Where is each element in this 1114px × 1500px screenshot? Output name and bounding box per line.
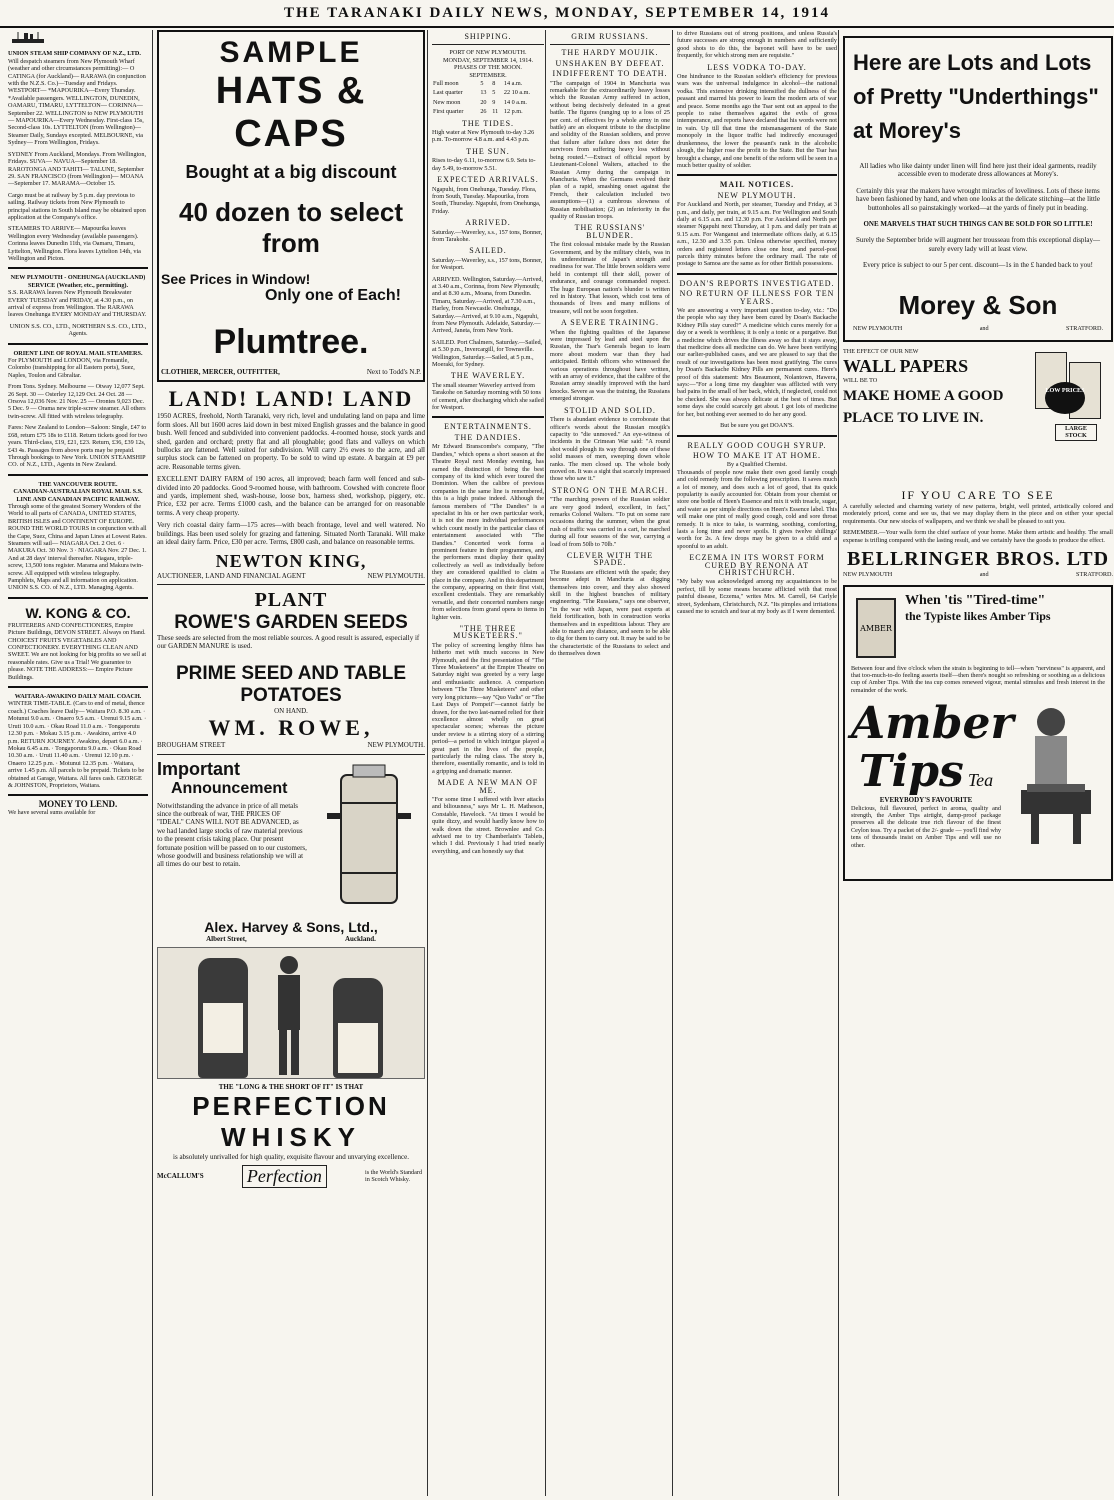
moon-cell-m: 22 10 a.m. [503, 89, 531, 97]
money-body: We have several sums available for [8, 808, 96, 816]
morey-body-3: Surely the September bride will augment her trousseau from this exceptional display—surely every lady will at least view. [856, 236, 1100, 253]
sample-heading: SAMPLE [219, 36, 363, 69]
whisky-line-1: THE "LONG & THE SHORT OF IT" IS THAT [218, 1082, 364, 1091]
vodka-heading: LESS VODKA TO-DAY. [707, 62, 807, 72]
tea-script: Tea [967, 770, 994, 791]
eczema-body: "My baby was acknowledged among my acquaintances to be perfect, till by some means became afflicted with that most painful disease, Eczema," writes Mrs. M. Carrell, 64 Carlyle street, Sydenham, Christchurch, N.Z. "Its pimples and irritations caused me to scratch and tear at my body as if I were demented. [677, 578, 837, 616]
grim-heading: GRIM RUSSIANS. [571, 32, 649, 41]
spade-body: The Russians are efficient with the spade; they become adept in Manchuria at digging themselves into cover, and they also showed skill in the highest branches of military engineering. "The Russians," says one observer, "in the war with Japan, were past experts at field fortification, both in construction works themselves and in expeditious labour. They are able to march any distance, and seem to be able to dig for them to carry out. It may be said to be the characteristic of the Russians to select and do themselves down [550, 568, 670, 658]
onehunga-body: S.S. RARAWA leaves New Plymouth Breakwater EVERY TUESDAY and FRIDAY, at 4.30 p.m., on arrival of express from Wellington. The RARAWA leaves Onehunga EVERY MONDAY and THURSDAY. [8, 289, 147, 319]
wallpaper-ad [843, 348, 1113, 488]
potatoes-heading: POTATOES [240, 684, 342, 706]
plumtree-footer [161, 368, 421, 376]
amber-script: Amber [851, 698, 1014, 750]
bellringer-np: NEW PLYMOUTH [843, 571, 893, 579]
column-1 [8, 30, 148, 1496]
bought-line: Bought at a big discount [185, 162, 397, 182]
land-heading: LAND! LAND! LAND [168, 386, 414, 412]
morey-footer [853, 325, 1103, 332]
harvey-footer [157, 935, 425, 943]
bellringer-stratford: STRATFORD. [1076, 571, 1113, 579]
entertainments-heading: ENTERTAINMENTS. [444, 422, 532, 432]
wallpaper-rolls [1035, 352, 1105, 452]
tired-line-2: the Typiste likes Amber Tips [905, 608, 1051, 623]
column-6 [838, 30, 1113, 1496]
land-body-2: EXCELLENT DAIRY FARM of 190 acres, all improved; beach farm well fenced and sub-divided into 20 paddocks. Good 9-roomed house, with bathroom. Cowshed with concrete floor and yards, implement shed, wash-house, loose box, harness shed, workshop, piggery, etc. Price, £32 per acre. Terms £1000 cash, and the balance can be arranged for on reasonable terms. A very cheap property. [157, 475, 425, 517]
newton-king: NEWTON KING, [215, 550, 367, 571]
union-agents: UNION S.S. CO., LTD., NORTHERN S.S. CO., LTD., Agents. [9, 322, 147, 338]
moon-cell-d: 26 [480, 108, 487, 116]
vodka-body: One hindrance to the Russian soldier's efficiency for previous wars was the universal indulgence in alcohol—the national vodka. This extensive drinking intensified the dullness of the peasant and marred his power to learn the modern arts of war and peace. Some months ago the Tsar sent out an appeal to the people to raise themselves against the evils of gross intemperance, and reports have declared that his words were not in vain. Up till that time the mismanagement of the State monopoly in the liquor traffic had indirectly encouraged drunkenness, the lower the peasant's rank in the alcoholic slough, the higher rose the profit to the State. But the Tsar has brought a change, and one benefit of the reform will be seen in a much better quality of soldier. [677, 73, 837, 169]
vancouver-sub: CANADIAN-AUSTRALIAN ROYAL MAIL S.S. LINE AND CANADIAN PACIFIC RAILWAY. [13, 488, 143, 503]
newton-sub: AUCTIONEER, LAND AND FINANCIAL AGENT [157, 571, 306, 580]
large-stock-label: LARGE STOCK [1055, 424, 1097, 441]
mccallum: McCALLUM'S [157, 1172, 204, 1181]
mail-np: NEW PLYMOUTH. [717, 190, 797, 200]
worlds-standard: is the World's Standard in Scotch Whisky. [365, 1168, 423, 1184]
new-man-heading: MADE A NEW MAN OF ME. [437, 778, 539, 795]
morey-signature: Morey & Son [898, 289, 1058, 320]
make-home-line: MAKE HOME A GOOD [843, 387, 1004, 404]
low-prices-badge: LOW PRICES [1045, 382, 1085, 414]
moon-cell-m: 14 0 a.m. [503, 98, 527, 106]
sailed-elsewhere: SAILED. Port Chalmers, Saturday.—Sailed, at 5.30 p.m., Invercargill, for Townsville. Wellington, Saturday.—Sailed, at 5 p.m., Moeraki, for Sydney. [432, 338, 543, 369]
wm-street: BROUGHAM STREET [157, 741, 226, 750]
onehunga-title: NEW PLYMOUTH - ONEHUNGA (AUCKLAND) SERVICE (Weather, etc., permitting). [10, 274, 146, 289]
moon-cell-h: 8 [492, 80, 496, 88]
newton-town: NEW PLYMOUTH. [367, 571, 425, 580]
harvey-heading: Alex. Harvey & Sons, Ltd., [204, 918, 378, 935]
union-body: Will despatch steamers from New Plymouth Wharf (weather and other circumstances permitting):— O CATINGA (for Auckland)— RARAWA (in conjunction with the N.Z.S. Co.)—Tuesday and Fridays. WESTPORT— *MAPOURIKA—Every Thursday. *Available passengers. WELLINGTON, DUNEDIN, OAMARU, TIMARU, LYTTELTON— CORINNA—September 22. WELLINGTON to NEW PLYMOUTH— MAPOURIKA—Every Wednesday. First-class 15s, Second-class 10s. LYTTELTON (from Wellington)— Steamer Daily, Sundays excepted. MELBOURNE, via Sydney— From Wellington, Fridays. [8, 57, 146, 147]
land-body-3: Very rich coastal dairy farm—175 acres—with beach frontage, level and well watered. No buildings. Has been used solely for grazing and fattening. Situated North Taranaki. Will make an ideal dairy farm. Price, £30 per acre. Terms, £800 cash, and balance on reasonable terms. [157, 521, 425, 547]
bellringer-footer [843, 571, 1113, 578]
masthead: THE TARANAKI DAILY NEWS, MONDAY, SEPTEMBER 14, 1914 [0, 0, 1114, 28]
moon-cell-phase: Full moon [433, 80, 459, 88]
syrup-heading: REALLY GOOD COUGH SYRUP. [687, 440, 827, 450]
moon-cell-d: 13 [480, 89, 487, 97]
favourite-body: Delicious, full flavoured, perfect in aroma, quality and strength, the Amber Tips airtight, damp-proof package preserves all the delicate true rich flavour of the finest Ceylon teas. Try a packet of the 2/- grade — you'll find why tens of thousands insist on Amber Tips and will use no other. [851, 804, 1001, 849]
column-4 [545, 30, 670, 1496]
moon-cell-d: 5 [480, 80, 484, 88]
unshaken-heading: UNSHAKEN BY DEFEAT. [555, 58, 665, 68]
morey-ad [843, 36, 1113, 342]
sydney-sailings: SYDNEY From Auckland, Mondays. From Wellington, Fridays. SUVA— NAVUA—September 18. RAROTONGA AND TAHITI— TALUNE, September 29. SAN FRANCISCO (from Wellington)— MOANA—September 17. MARAMA—October 15. [8, 150, 147, 188]
moon-cell-h: 9 [492, 98, 496, 106]
spade-heading: CLEVER WITH THE SPADE. [566, 551, 654, 568]
moon-cell-phase: First quarter [433, 108, 464, 116]
perfection-heading: PERFECTION [192, 1091, 390, 1122]
phases-month: SEPTEMBER. [469, 71, 507, 79]
stolid-heading: STOLID AND SOLID. [564, 405, 656, 415]
cargo-note: Cargo must be at railway by 5 p.m. day previous to sailing. Railway tickets from New Plymouth to principal stations in South Island may be obtained upon application at the Company's office. [8, 191, 146, 221]
wallpaper-body: A carefully selected and charming variety of new patterns, bright, well printed, artistically colored and moderately priced, come and see us, that we may display them in the piece and on either your special requirements. Our new stocks of wallpapers, and we think we shall be pleased to suit you. [843, 503, 1113, 525]
moon-cell-m: 12 p.m. [503, 108, 523, 116]
tired-line-1: When 'tis "Tired-time" [905, 592, 1046, 608]
dozen-line: 40 dozen to select from [179, 197, 403, 258]
hats-heading: HATS & CAPS [215, 70, 367, 155]
moon-cell-d: 20 [480, 98, 487, 106]
dandies-heading: THE DANDIES. [454, 432, 522, 442]
syrup-by: By a Qualified Chemist. [726, 461, 788, 469]
whisky-body: is absolutely unrivalled for high quality, exquisite flavour and unvarying excellence. [173, 1153, 409, 1162]
arrived-elsewhere: ARRIVED. Wellington, Saturday.—Arrived, at 3.40 a.m., Corinna, from New Plymouth; and at 8.30 a.m., Moana, from Dunedin. Timaru, Saturday.—Arrived, at 7.30 a.m., Harley, from Newcastle. Onehunga, Saturday.—Arrived, at 9.10 a.m., Ngapuhi, from New Plymouth. Adelaide, Saturday.—Arrived, Janeta, from New York. [432, 275, 544, 335]
plumtree-heading: Plumtree. [213, 323, 369, 361]
vancouver-title: THE VANCOUVER ROUTE. [38, 480, 118, 488]
moon-row [432, 79, 544, 88]
tides-heading: THE TIDES. [461, 118, 515, 128]
remember-body: REMEMBER.—Your walls form the chief surface of your home. Make them artistic and healthy. The small expense is trifling compared with the lasting result, and we certainly have the goods to produce the effect. [843, 529, 1113, 544]
grim-body: "The campaign of 1904 in Manchuria was remarkable for the extraordinarily heavy losses which the Russian Army suffered in action, without being decisively defeated in a great battle. The figures (ranging up to a loss of 25 per cent. of effectives by a whole army in one battle) are an eloquent tribute to the discipline and solidity of the Russian soldiers, and prove that failure after failure does not deter the survivors from suffering heavy loss without being routed."—Extract of official report by Lieutenant-Colonel Walters, attached to the Russian Army during the campaign in Manchuria. When the Germans evolved their plan of a rapid, smashing onset against the French, their calculation included two assumptions—(1) a cumbrous slowness of Russian mobilisation; (2) an inferiority in the quality of Russian troops. [550, 79, 670, 220]
gentleman-figure-icon [266, 953, 312, 1078]
waverley-body: The small steamer Waverley arrived from Tarakohe on Saturday morning with 50 tons of cement, after discharging which she sailed for Westport. [432, 381, 544, 412]
on-hand: ON HAND. [274, 706, 308, 715]
wm-town: NEW PLYMOUTH. [367, 741, 425, 750]
moujik-heading: THE HARDY MOUJIK. [561, 48, 659, 58]
announcement-heading: Announcement [171, 779, 288, 797]
if-you-care: IF YOU CARE TO SEE [901, 488, 1055, 503]
syrup-sub: HOW TO MAKE IT AT HOME. [692, 450, 822, 460]
amber-body: Between four and five o'clock when the strain is beginning to tell—when "nerviness" is apparent, and that too-much-to-do feeling asserts itself—then there's nought so refreshing or soothing as a delicious cup of Amber Tips. With the tea cup comes renewed vigour, mental stimulus and fresh interest in the remainder of the work. [851, 664, 1105, 694]
vancouver-body: Through some of the greatest Scenery Wonders of the World to all parts of CANADA, UNITED STATES, BRITISH ISLES and CONTINENT OF EUROPE. ROUND THE WORLD TOURS in conjunction with all the Cape, Suez, China and Japan Lines at Lowest Rates. Steamers will sail— NIAGARA Oct. 2 Oct. 6 · MAKURA Oct. 30 Nov. 3 · NIAGARA Nov. 27 Dec. 1. And at 28 days' interval thereafter. Niagara, triple-screw, 13,500 tons register. Marama and Makura twin-screw. All equipped with wireless telegraphy. Pamphlets, Maps and all information on application. UNION S.S. CO. of N.Z., LTD. Managing Agents. [8, 502, 147, 592]
moon-row [432, 107, 544, 116]
money-title: MONEY TO LEND. [38, 799, 118, 810]
union-title: UNION STEAM SHIP COMPANY OF N.Z., LTD. [8, 50, 141, 58]
harvey-address: Albert Street, [206, 934, 247, 943]
moon-table [432, 79, 544, 117]
column-2 [152, 30, 425, 1496]
expected-body: Ngapuhi, from Onehunga, Tuesday. Flora, from South, Tuesday. Mapourika, from South, Thursday. Ngapuhi, from Onehunga, Friday. [432, 185, 541, 215]
shipping-heading: SHIPPING. [464, 32, 512, 41]
dandies-body: Mr Edward Branscombe's company, "The Dandies," which opens a short season at the Theatre Royal next Monday evening, has earned the distinction of being the best company of its kind which ever toured the Dominion. When the calibre of previous companies in the same line is remembered, this is a high praise indeed. Although the famous members of "The Dandies" is a specialist in his or her own particular work, it is not the mere individual performances which count mostly in the particular class of entertainment associated with "The Dandies." Concerted work forms a prominent feature in their programmes, and the performers must display their quality collectively as well as individually before they are considered qualified to claim a place in the company. And in this department the company, appearing on their first visit, excellent credentials. They are remarkably versatile, and their concerted numbers range from selections from grand opera to items in lighter vein. [432, 443, 544, 621]
date-line: MONDAY, SEPTEMBER 14, 1914. [442, 56, 534, 64]
waverley-heading: THE WAVERLEY. [450, 371, 526, 381]
prime-heading: PRIME SEED AND TABLE [175, 662, 407, 684]
rowe-body: These seeds are selected from the most reliable sources. A good result is assured, especially if our GARDEN MANURE is used. [157, 633, 420, 651]
mccallum-footer [157, 1165, 425, 1188]
coach-title: WAITARA-AWAKINO DAILY MAIL COACH. [14, 693, 142, 701]
mail-body: For Auckland and North, per steamer, Tuesday and Friday, at 3 p.m., and daily, per train, at 9.15 a.m. For Wellington and South daily at 6.15 a.m. and 12.30 p.m. For Auckland and North per steamer Ngapuhi next Thursday, at 1 p.m. and daily per train at 9.15 a.m. For Wanganui and intermediate offices daily, at 6.15 a.m., 12.30 and 3.35 p.m. Unless otherwise specified, money orders and registered letters close one hour, and parcel-post parcels thirty minutes before the ordinary mail. The rate of postage to Samoa are the same as for other British possessions. [677, 201, 837, 268]
march-body: "The marching powers of the Russian soldier are very good indeed, excellent, in fact," remarks Colonel Walters. "To put on some rare occasions during the summer, when the great rush of traffic was carried in a cart, he marched during all four seasons of the war, carrying a load of from 50lb to 70lb." [550, 496, 670, 548]
tides-body: High water at New Plymouth to-day 3.26 p.m. To-morrow 4.8 a.m. and 4.43 p.m. [432, 129, 535, 144]
eczema-heading: ECZEMA IN ITS WORST FORM CURED BY RENONA AT CHRISTCHURCH. [689, 553, 825, 577]
expected-heading: EXPECTED ARRIVALS. [437, 175, 539, 185]
ideal-cans-ad [157, 759, 425, 919]
doan-heading: DOAN'S REPORTS INVESTIGATED. [679, 278, 835, 288]
important-heading: Important [157, 758, 240, 779]
column-3 [427, 30, 544, 1496]
moon-cell-phase: Last quarter [433, 89, 463, 97]
blunder-body: The first colossal mistake made by the Russian Government, and by the military chiefs, was in its underestimate of Japan's strength and readiness for war. The little brown soldiers were held in contempt till their skill, power of endurance, and courage commanded respect. The huge European nation's blunder is written red in history. That lesson, which cost tens of thousands of lives and many millions of treasure, will not be soon forgotten. [550, 241, 670, 315]
severe-heading: A SEVERE TRAINING. [560, 318, 660, 328]
stolid-body: There is abundant evidence to corroborate that officer's words about the Russian moujik's capacity to "die unmoved." An eye-witness of incidents in the Crimean War said: "A round shot would plough its way through one of these solid masses of men, sweeping down whole ranks. The men closed up. The whole body moved on. It was a sight that scarcely impressed those who saw it." [550, 416, 670, 483]
russians-continued: to drive Russians out of strong positions, and unless Russia's future successes are strong enough in numbers and sufficiently good shots to do this, the bayonet will have to be used frequently, for which strong men are requisite." [677, 30, 837, 60]
harvey-town: Auckland. [344, 934, 376, 943]
sailed-body: Saturday.—Waverley, s.s., 157 tons, Bonner, for Westport. [432, 256, 543, 272]
whisky-bottle-right [333, 978, 383, 1078]
morey-body-2: Certainly this year the makers have wrought miracles of loveliness. Lots of these items have been fashioned by hand, and when one looks at the delicate stitching—at the little buttonholes all so painstakingly worked—at the yards of finely put in beading. [856, 186, 1100, 212]
morey-body-4: Every price is subject to our 5 per cent. discount—1s in the £ handed back to you! [863, 261, 1093, 270]
port-heading: PORT OF NEW PLYMOUTH. [449, 49, 527, 57]
indifferent-heading: INDIFFERENT TO DEATH. [552, 69, 668, 79]
see-line: See Prices in Window! [161, 271, 311, 287]
sailed-heading: SAILED. [469, 246, 507, 256]
favourite-line: EVERYBODY'S FAVOURITE [879, 796, 973, 805]
morey-stratford: STRATFORD. [1066, 324, 1103, 332]
hats-ad [157, 30, 425, 382]
tips-script: Tips [858, 746, 964, 798]
typiste-illustration-icon [1001, 700, 1101, 850]
coach-body: WINTER TIME-TABLE. (Cars to end of metal, thence coach.) Coaches leave Daily— Waitara P.O. 8.30 a.m. · Motunui 9.0 a.m. · Onaero 9.5 a.m. · Urenui 9.15 a.m. · Uruti 10.0 a.m. · Okau Road 11.0 a.m. · Tongaporutu 12.30 p.m. · Mokau 3.15 p.m. · Awakino, arrive 4.0 p.m. RETURN JOURNEY. Awakino, depart 6.0 a.m. · Mokau 6.45 a.m. · Tongaporutu 9.0 a.m. · Okau Road 10.30 a.m. · Uruti 11.40 a.m. · Urenui 12.10 p.m. · Onaero 12.25 p.m. · Motunui 12.35 p.m. · Waitara, arrive 1.45 p.m. All parcels to be prepaid. Tickets to be obtained at Garage, Waitara. All fares cash. GEORGE & JOHNSTON, Proprietors, Waitara. [8, 700, 147, 789]
effect-line: THE EFFECT OF OUR NEW [843, 348, 919, 356]
sun-body: Rises to-day 6.11, to-morrow 6.9. Sets to-day 5.49, to-morrow 5.51. [432, 157, 536, 172]
perfection-script: Perfection [242, 1165, 327, 1188]
musketeers-body: The policy of screening lengthy films has hitherto met with much success in New Plymouth, and the first presentation of "The Three Musketeers" at the Empire Theatre on Saturday night was greeted by a very large and enthusiastic audience. A comparison between "The Three Musketeers" and other very long pictures—say "Quo Vadis" or "The Last Days of Pompeii"—cannot fairly be drawn, for the two last-named relied for their excellence almost wholly on great spectacular scenes; whereas the picture under review is a stirring story of a stirring period—a period in which intrigue played a great part in the lives of the people, particularly the ruling class. The story is, therefore, essentially romantic, and is told in a gripping and dramatic manner. [432, 641, 544, 775]
severe-body: When the fighting qualities of the Japanese were impressed by lead and steel upon the Russian, the Tsar's Generals began to learn more about modern war than they had anticipated. British officers who witnessed the various operations throughout have written, with an array of evidence, that the calibre of the Russian army steadily improved with the hard knocks. Severe as was the training, the Russians emerged stronger. [550, 328, 670, 403]
clothier-line: CLOTHIER, MERCER, OUTFITTER, [161, 368, 280, 376]
phases-heading: PHASES OF THE MOON. [454, 64, 522, 72]
moon-row [432, 98, 544, 107]
morey-np: NEW PLYMOUTH [853, 324, 903, 332]
steamers-to-arrive: STEAMERS TO ARRIVE— Mapourika leaves Wellington every Wednesday (available passengers). Corinna leaves Dunedin 11th, via Oamaru, Timaru, Lyttelton, Wellington. Flora leaves Lyttelton 14th, via Wellington and Picton. [8, 225, 141, 262]
kong-body: FRUITERERS AND CONFECTIONERS, Empire Picture Buildings, DEVON STREET. Always on Hand. CHOICEST FRUITS VEGETABLES AND CONFECTIONERY. EVERYTHING CLEAN AND SWEET. We are not looking for big profits so we sell at reasonable rates. Give us a Trial! We guarantee to please. NOTE THE ADDRESS:— Empire Picture Buildings. [8, 621, 147, 681]
marvels-line: ONE MARVELS THAT SUCH THINGS CAN BE SOLD FOR SO LITTLE! [863, 220, 1093, 229]
only-line: Only one of Each! [264, 287, 401, 304]
tea-packet-icon [851, 593, 901, 663]
amber-tips-ad [843, 585, 1113, 881]
doan-end: But be sure you get DOAN'S. [720, 422, 794, 430]
orient-table: From Tons. Sydney. Melbourne — Otway 12,077 Sept. 26 Sept. 30 — Osterley 12,129 Oct. 24 Oct. 28 — Orsova 12,036 Nov. 21 Nov. 25 — Orontes 9,023 Dec. 5 Dec. 9 — Orama new triple-screw steamer. All others twin-screw. All fitted with wireless telegraphy. [8, 383, 146, 420]
wallpapers-heading: WALL PAPERS [843, 356, 969, 377]
milk-can-icon [319, 763, 419, 913]
whisky-illustration [157, 947, 425, 1079]
place-line: PLACE TO LIVE IN. [843, 409, 984, 426]
blunder-heading: THE RUSSIANS' BLUNDER. [574, 223, 646, 240]
arrived-heading: ARRIVED. [465, 218, 511, 228]
moon-cell-phase: New moon [433, 98, 461, 106]
musketeers-heading: "THE THREE MUSKETEERS." [453, 624, 523, 641]
march-heading: STRONG ON THE MARCH. [551, 485, 669, 495]
moon-cell-h: 11 [492, 108, 499, 116]
plant-heading: PLANT [254, 588, 328, 611]
newton-footer [157, 572, 425, 580]
wm-footer [157, 741, 425, 749]
moon-row [432, 88, 544, 97]
svg-text:AMBER: AMBER [860, 623, 892, 633]
orient-title: ORIENT LINE OF ROYAL MAIL STEAMERS. [13, 349, 143, 357]
whisky-bottle-left [198, 958, 248, 1078]
next-to-line: Next to Todd's N.P. [366, 368, 421, 376]
morey-title: Here are Lots and Lots of Pretty "Underthings" at Morey's [853, 50, 1099, 143]
orient-fares: Fares: New Zealand to London—Saloon: Single, £47 to £68, return £75 18s to £118. Return tickets good for two years. Third-class, £19, £21, £23. Return, £36, £39 12s, £43 4s. Passages from above ports may be prepaid. Through bookings to New York. UNION STEAMSHIP CO. of N.Z., LTD., Agents in New Zealand. [8, 424, 148, 469]
rowe-heading: ROWE'S GARDEN SEEDS [174, 611, 408, 633]
will-be-line: WILL BE TO [843, 377, 878, 385]
moon-cell-m: 14 a.m. [503, 80, 523, 88]
arrived-body: Saturday.—Waverley, s.s., 157 tons, Bonner, from Tarakohe. [432, 228, 543, 243]
whisky-heading: WHISKY [221, 1122, 361, 1153]
bellringer-and: and [979, 571, 989, 579]
announcement-body: Notwithstanding the advance in price of all metals since the outbreak of war, THE PRICES OF "IDEAL" CANS WILL NOT BE ADVANCED, as we had landed large stocks of raw material previous to the present crisis taking place. Our present fortunate position will be passed on to our customers, whose goodwill and business relationship we will at all times do our best to retain. [157, 801, 307, 869]
bellringer-heading: BELLRINGER BROS. LTD [846, 548, 1110, 571]
steamship-icon [8, 30, 48, 46]
new-man-body: "For some time I suffered with liver attacks and biliousness," says Mr L. H. Matheson, Constable, Havelock. "At times I would be quite dizzy, and would hardly know how to walk down the street. Brownlee and Co. advised me to try Chamberlain's Tablets, which I did. Previously I had tried nearly everything, and can honestly say that [432, 795, 544, 855]
moon-cell-h: 5 [492, 89, 496, 97]
doan-body: We are answering a very important question to-day, viz.: "Do the people who say they have been cured by Doan's Backache Kidney Pills stay cured?" A medicine which cures merely for a day or a week is worthless; it is only a tonic or a purgative. But a medicine which drives the illness away so that it stays away, that medicine does all medicine can do. We have been verifying our earlier-published cases, and we are pleased to say that the result of our investigations has been most gratifying. The cures by Doan's Backache Kidney Pills are permanent cures. Here's proof of this statement: Mrs Beaumont, Nolantown, Hawera, says:—"For a long time my daughter was afflicted with very bad pains in the small of her back, which, if neglected, could not be checked. She was always delicate at the best of times. But some days she could scarcely get about. I got lots of medicine for her, but nothing ever seemed to do her any good. [677, 307, 837, 418]
land-body-1: 1950 ACRES, freehold, North Taranaki, very rich, level and undulating land on papa and lime form sloes. All but 1600 acres laid down in best mixed English grasses and the balance in good bush. Well fenced and subdivided into convenient paddocks. 4-roomed house, stock yards and shed, garden and orchard; pretty flat and all ploughable; good flats and valleys on which bullocks are fattened. Well suited for subdivision. Will carry 2½ ewes to the acre, and all surplus stock can be fattened on property. To be sold to wind up estate. A bargain at £9 per acre. Reasonable terms given. [157, 412, 425, 471]
mail-heading: MAIL NOTICES. [719, 180, 795, 190]
morey-body-1: All ladies who like dainty under linen will find here just their ideal garments, readily accessible even to moderate dress allowances at Morey's. [859, 162, 1097, 179]
sun-heading: THE SUN. [466, 146, 510, 156]
morey-and: and [979, 324, 989, 332]
wm-rowe: WM. ROWE, [208, 715, 374, 741]
orient-body: For PLYMOUTH and LONDON, via Fremantle, Colombo (transhipping for all Eastern ports), Suez, Naples, Toulon and Gibraltar. [8, 357, 135, 379]
syrup-body: Thousands of people now make their own good family cough and cold remedy from the following prescription. It saves much a lot of money, and does such a lot of good, that its quick popularity is easily accounted for. Obtain from your chemist or store one bottle of Heen's Essence and mix it with treacle, sugar, and water as per simple directions on Heen's Essence label. This will make one pint of really good cough, cold and sore throat remedy. It is nice to take, is warming, soothing, comforting, lasts a long time and never spoils. It gives twelve shillings' worth for 2s. A few drops may be given to a child and a spoonful to an adult. [677, 468, 837, 550]
doan-sub: NO RETURN OF ILLNESS FOR TEN YEARS. [679, 289, 835, 306]
column-5 [672, 30, 837, 1496]
kong-title: W. KONG & CO. [25, 604, 131, 621]
